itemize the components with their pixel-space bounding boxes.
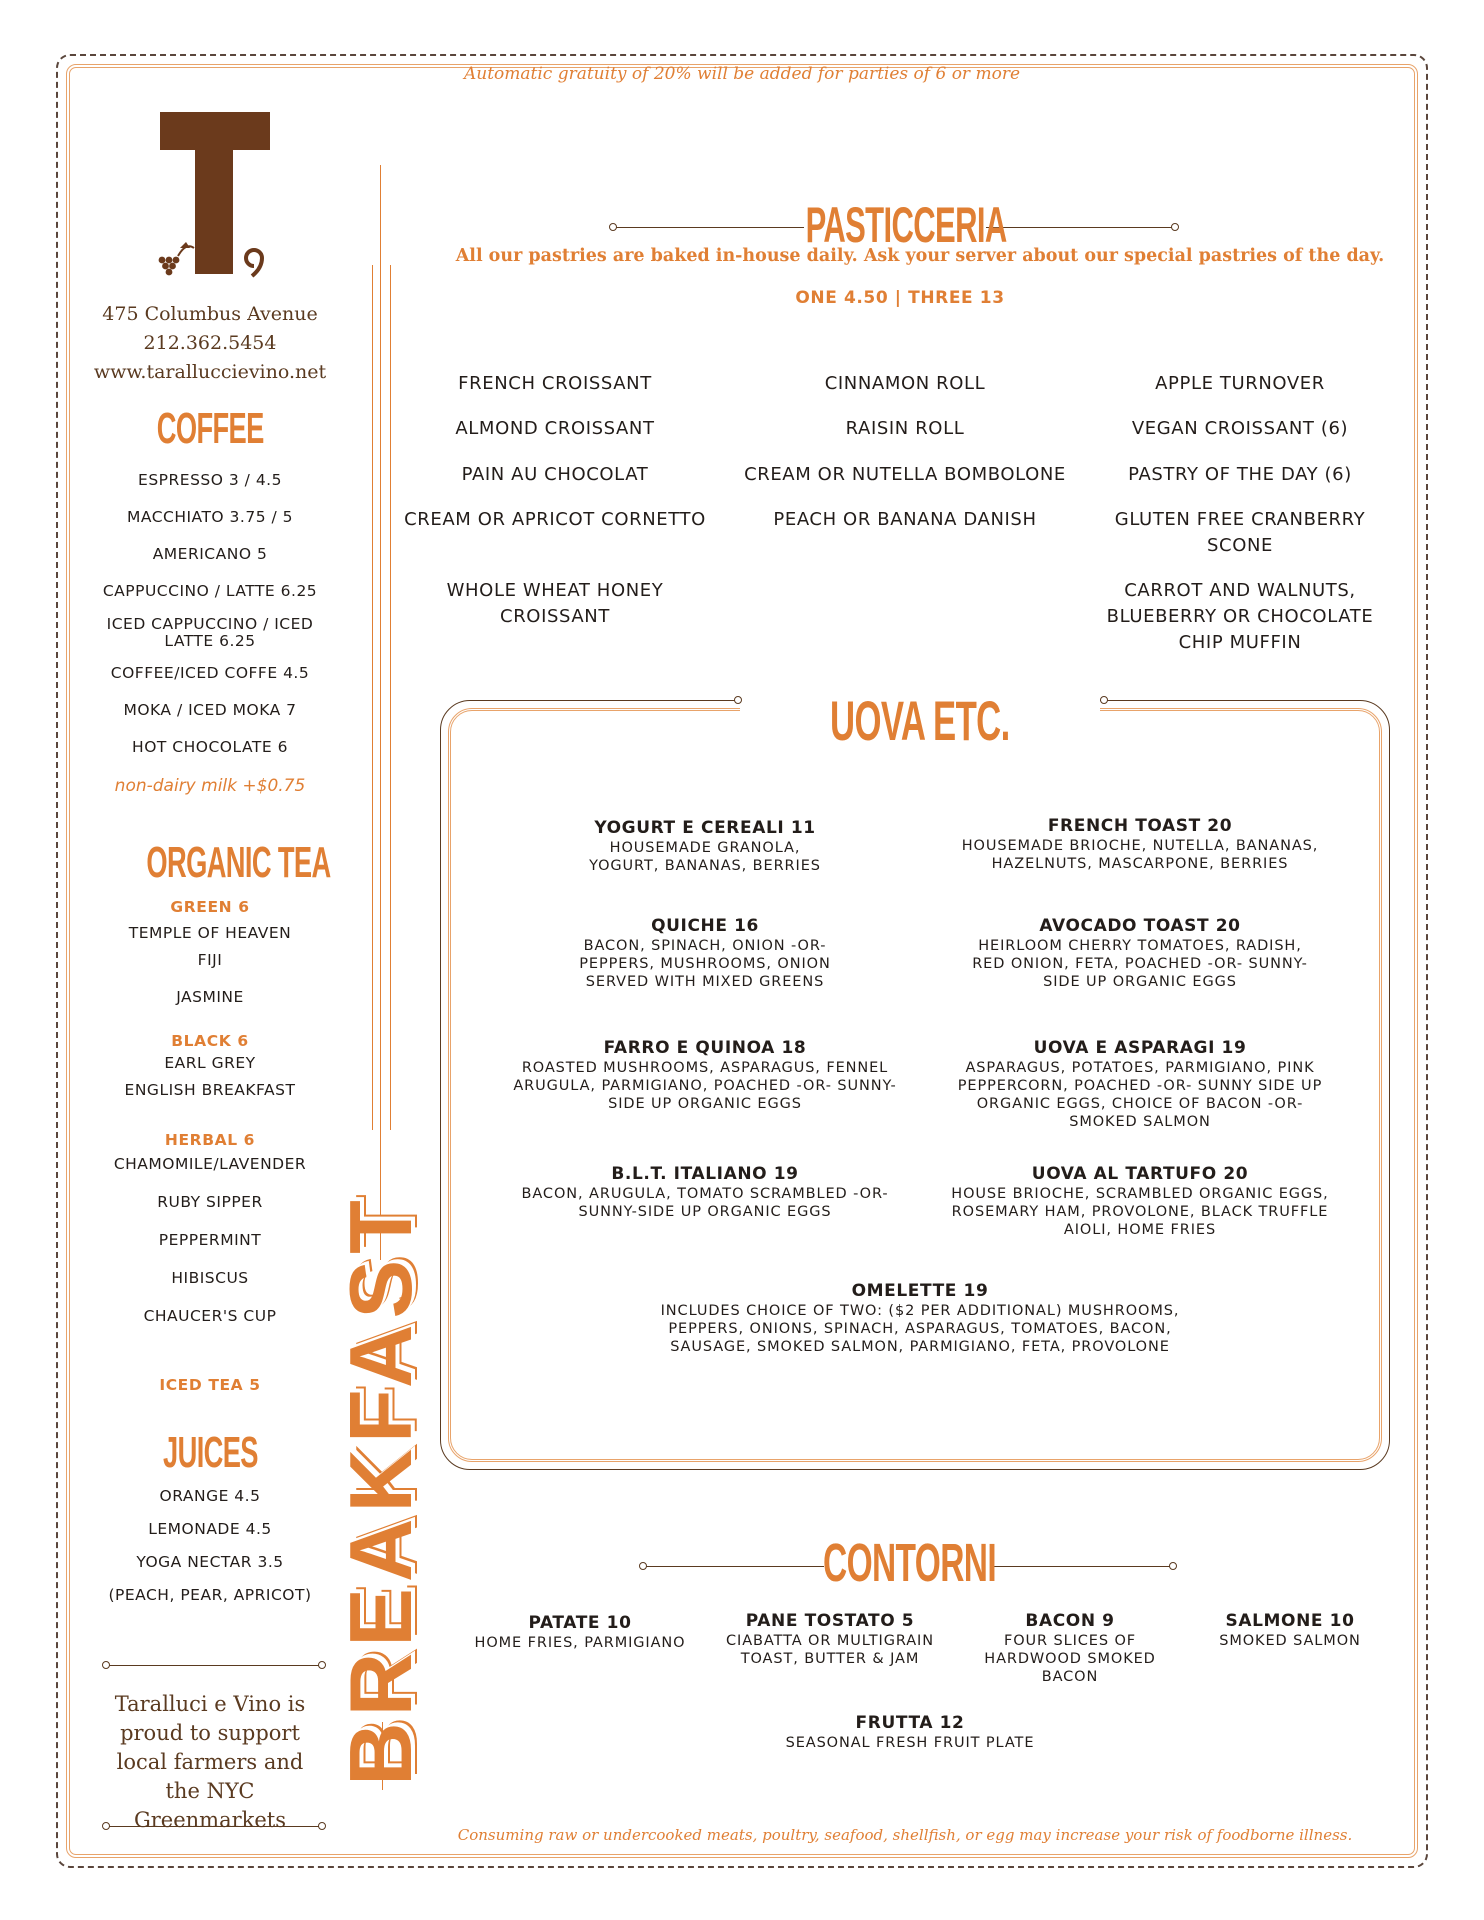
tea-herbal [90,1131,330,1335]
logo [150,110,290,280]
side-title: BACON 9 [1025,1611,1115,1631]
dish [940,1037,1340,1131]
pastry-item: ALMOND CROISSANT [455,418,655,439]
dish-desc: ASPARAGUS, POTATOES, PARMIGIANO, PINK PEPPERCORN, POACHED -OR- SUNNY SIDE UP ORGANIC EGGS, CHOICE OF BACON -OR- SMOKED SALMON [957,1060,1323,1130]
coffee-item: HOT CHOCOLATE 6 [132,738,288,756]
vertical-rule [372,265,373,1130]
juice-item: (PEACH, PEAR, APRICOT) [108,1586,312,1604]
box-rule-end [1100,696,1108,704]
breakfast-title: BREAKFAST [331,1194,430,1786]
juices-heading: JUICES [162,1428,258,1477]
pastry-item: CREAM OR APRICOT CORNETTO [404,509,706,530]
grape-vine-icon [159,242,194,275]
side-title: PATATE 10 [528,1613,632,1633]
pastry-item: PASTRY OF THE DAY (6) [1128,464,1352,485]
side-dish [460,1612,700,1652]
coffee-heading: COFFEE [156,404,264,453]
side-desc: SEASONAL FRESH FRUIT PLATE [785,1735,1035,1751]
juices-list [90,1480,330,1612]
box-rule-end [734,696,742,704]
tea-item: RUBY SIPPER [157,1193,263,1211]
juice-item: ORANGE 4.5 [159,1487,261,1505]
pastry-item: GLUTEN FREE CRANBERRY SCONE [1114,509,1366,556]
side-dish [710,1610,950,1668]
side-dish [1190,1610,1390,1650]
tea-item: CHAUCER'S CUP [143,1307,277,1325]
dish [490,1163,920,1221]
dish-desc: BACON, ARUGULA, TOMATO SCRAMBLED -OR- SUNNY-SIDE UP ORGANIC EGGS [521,1186,889,1220]
dish [530,817,880,875]
coffee-item: CAPPUCCINO / LATTE 6.25 [102,582,318,600]
dish-desc: ROASTED MUSHROOMS, ASPARAGUS, FENNEL ARUGULA, PARMIGIANO, POACHED -OR- SUNNY-SIDE UP ORGANIC EGGS [513,1060,897,1112]
pasticceria-price: ONE 4.50 | THREE 13 [795,288,1005,308]
coffee-item: ESPRESSO 3 / 4.5 [138,471,282,489]
divider-end [318,1822,326,1830]
coffee-list [90,462,330,766]
pasticceria-heading: PASTICCERIA [805,197,1007,253]
juice-item: YOGA NECTAR 3.5 [136,1553,284,1571]
tea-item: EARL GREY [164,1054,256,1072]
coffee-item: AMERICANO 5 [152,545,268,563]
coffee-item: COFFEE/ICED COFFE 4.5 [110,664,310,682]
tea-item: FIJI [197,951,223,969]
tea-item: ENGLISH BREAKFAST [124,1081,296,1099]
coffee-section [90,404,330,454]
pastry-item: FRENCH CROISSANT [458,373,652,394]
side-desc: CIABATTA OR MULTIGRAIN TOAST, BUTTER & JAM [726,1633,934,1667]
dish [500,1037,910,1113]
vertical-rule [380,165,381,1260]
tea-herbal-label: HERBAL 6 [164,1131,256,1149]
dish-title: AVOCADO TOAST 20 [1039,916,1241,936]
contorni-heading-wrap [760,1532,1060,1594]
juices-section [90,1428,330,1478]
uova-heading: UOVA ETC. [830,689,1010,752]
uova-heading-wrap [770,688,1070,753]
pastry-item: CREAM OR NUTELLA BOMBOLONE [744,464,1066,485]
side-desc: SMOKED SALMON [1219,1633,1361,1649]
side-title: SALMONE 10 [1225,1611,1355,1631]
dish-desc: HEIRLOOM CHERRY TOMATOES, RADISH, RED ONION, FETA, POACHED -OR- SUNNY-SIDE UP ORGANIC EGGS [972,938,1308,990]
tea-black-label: BLACK 6 [171,1032,249,1050]
tea-item: TEMPLE OF HEAVEN [128,924,292,942]
tea-item: PEPPERMINT [158,1231,262,1249]
heading-rule-end [1169,1562,1177,1570]
breakfast-title-wrap [331,1194,430,1786]
heading-rule-end [639,1562,647,1570]
heading-rule-end [609,223,617,231]
foodborne-notice: Consuming raw or undercooked meats, poultry, seafood, shellfish, or egg may increase your risk of foodborne illness. [457,1826,1353,1844]
divider [108,1665,322,1666]
dish [930,915,1350,991]
dish-title: QUICHE 16 [651,916,759,936]
tea-green [90,898,330,1011]
pastry-item: WHOLE WHEAT HONEY CROISSANT [446,580,664,627]
tea-item: JASMINE [176,988,244,1006]
side-title: FRUTTA 12 [855,1713,965,1733]
dish-title: UOVA E ASPARAGI 19 [1033,1038,1247,1058]
divider-end [102,1661,110,1669]
dish [560,915,850,991]
dish-title: YOGURT E CEREALI 11 [594,818,816,838]
tea-black [90,1032,330,1104]
dish-desc: INCLUDES CHOICE OF TWO: ($2 PER ADDITIONAL) MUSHROOMS, PEPPERS, ONIONS, SPINACH, ASPARAGUS, TOMATOES, BACON, SAUSAGE, SMOKED SALMON, PARMIGIANO, FETA, PROVOLONE [660,1303,1180,1355]
contact-block [90,300,330,387]
coffee-item: MOKA / ICED MOKA 7 [123,701,297,719]
divider-end [318,1661,326,1669]
dish-title: FARRO E QUINOA 18 [603,1038,807,1058]
address: 475 Columbus Avenue [102,303,318,325]
dish-title: UOVA AL TARTUFO 20 [1031,1164,1249,1184]
pasticceria-tagline: All our pastries are baked in-house daily. Ask your server about our special pastries of the day. [455,246,1385,266]
dish-desc: HOUSEMADE GRANOLA, YOGURT, BANANAS, BERRIES [589,840,821,874]
pastry-item: VEGAN CROISSANT (6) [1131,418,1349,439]
juice-item: LEMONADE 4.5 [148,1520,272,1538]
dish-title: B.L.T. ITALIANO 19 [611,1164,799,1184]
side-desc: FOUR SLICES OF HARDWOOD SMOKED BACON [984,1633,1156,1685]
gratuity-notice: Automatic gratuity of 20% will be added for parties of 6 or more [463,64,1021,84]
non-dairy-note: non-dairy milk +$0.75 [114,776,306,796]
pastry-item: CARROT AND WALNUTS, BLUEBERRY OR CHOCOLATE CHIP MUFFIN [1106,580,1374,653]
iced-tea: ICED TEA 5 [159,1376,261,1394]
dish-desc: BACON, SPINACH, ONION -OR- PEPPERS, MUSHROOMS, ONION SERVED WITH MIXED GREENS [579,938,831,990]
side-title: PANE TOSTATO 5 [745,1611,915,1631]
contorni-heading: CONTORNI [823,1533,997,1593]
tea-item: HIBISCUS [171,1269,249,1287]
dish-desc: HOUSEMADE BRIOCHE, NUTELLA, BANANAS, HAZELNUTS, MASCARPONE, BERRIES [961,838,1319,872]
tea-section [90,838,330,888]
dish [650,1280,1190,1356]
side-dish [760,1712,1060,1752]
pastry-item: PAIN AU CHOCOLAT [461,464,649,485]
coffee-item: MACCHIATO 3.75 / 5 [126,508,294,526]
heading-rule-end [1171,223,1179,231]
dish-desc: HOUSE BRIOCHE, SCRAMBLED ORGANIC EGGS, ROSEMARY HAM, PROVOLONE, BLACK TRUFFLE AIOLI, HOME FRIES [951,1186,1329,1238]
dish-title: FRENCH TOAST 20 [1047,816,1233,836]
divider-end [102,1822,110,1830]
tea-green-label: GREEN 6 [170,898,250,916]
pastry-item: RAISIN ROLL [845,418,965,439]
side-desc: HOME FRIES, PARMIGIANO [474,1635,686,1651]
pastry-item: CINNAMON ROLL [824,373,986,394]
pastry-item: PEACH OR BANANA DANISH [773,509,1037,530]
divider [108,1826,322,1827]
logo-t-mark [150,110,290,280]
coffee-item: ICED CAPPUCCINO / ICED LATTE 6.25 [106,615,314,650]
website: www.taralluccievino.net [93,361,327,383]
tea-heading: ORGANIC TEA [146,838,331,887]
phone: 212.362.5454 [143,332,277,354]
side-dish [965,1610,1175,1686]
dish-title: OMELETTE 19 [851,1281,989,1301]
dish [930,815,1350,873]
dish [930,1163,1350,1239]
pastry-item: APPLE TURNOVER [1155,373,1325,394]
tea-item: CHAMOMILE/LAVENDER [113,1155,307,1173]
greenmarket-support: Taralluci e Vino is proud to support local farmers and the NYC Greenmarkets [114,1692,306,1832]
